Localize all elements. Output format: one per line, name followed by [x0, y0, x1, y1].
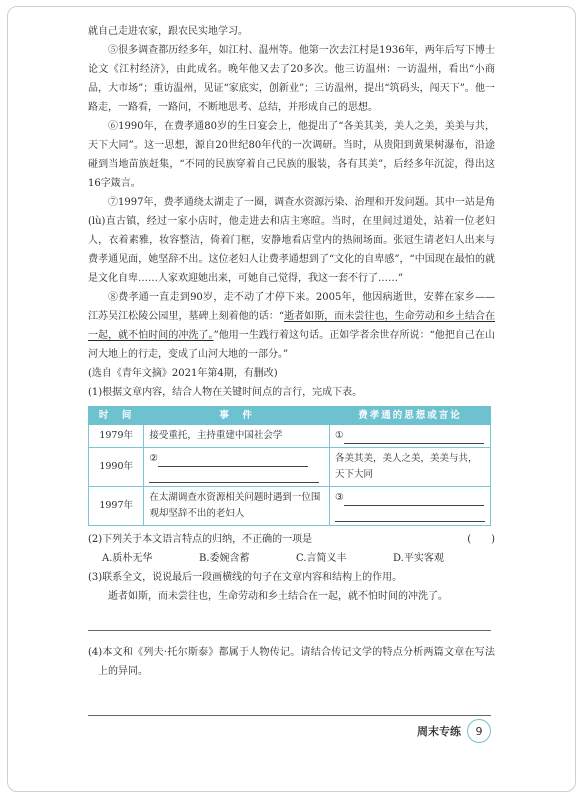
answer-parenthesis[interactable]: ( ) [467, 534, 495, 545]
table-row [89, 425, 491, 448]
footer-label: 周末专练 [417, 725, 461, 738]
worksheet-content [88, 22, 495, 716]
option-b[interactable]: B.委婉含蓄 [199, 553, 250, 564]
article-paragraph-6: ⑥1990年，在费孝通80岁的生日宴会上，他提出了“各美其美，美人之美，美美与共，天下大同”。这一思想，源自20世纪80年代的一次调研。当时，从贵阳到黄果树瀑布，沿途碰到当地苗族赶集，“不同的民族穿着自己民族的服装，各有其美”，后经多年沉淀，得出这16字箴言。 [88, 121, 495, 189]
header-time: 时 间 [89, 407, 144, 425]
cell-thought [330, 487, 491, 526]
answer-table [88, 406, 491, 526]
underlined-sentence: 逝者如斯，而未尝往也，生命劳动和乡土结合在一起，就不怕时间的冲洗了。 [88, 311, 495, 341]
answer-blank-3a[interactable] [344, 493, 484, 506]
question-2-prompt: (2)下列关于本文语言特点的归纳，不正确的一项是 [88, 534, 313, 545]
header-event: 事 件 [144, 407, 330, 425]
page-number: 9 [467, 719, 491, 743]
header-thought: 费孝通的思想或言论 [330, 407, 491, 425]
option-d[interactable]: D.平实客观 [393, 553, 444, 564]
question-2-line [88, 530, 495, 549]
answer-blank-2b[interactable] [149, 470, 319, 483]
cell-year: 1997年 [89, 487, 144, 526]
article-paragraph-8 [88, 288, 495, 364]
cell-year: 1990年 [89, 448, 144, 487]
question-3-prompt: (3)联系全文，说说最后一段画横线的句子在文章内容和结构上的作用。 [88, 572, 403, 583]
blank-marker-3: ③ [335, 492, 344, 503]
option-a[interactable]: A.质朴无华 [102, 553, 153, 564]
p8-text-after: ”他用一生践行着这句话。正如学者余世存所说：“他把自己在山河大地上的行走，变成了山河大地的一部分。” [88, 330, 495, 360]
blank-marker-1: ① [335, 430, 344, 441]
answer-blank-3b[interactable] [335, 509, 485, 522]
cell-event: 接受重托，主持重建中国社会学 [144, 425, 330, 448]
article-paragraph-7: ⑦1997年，费孝通绕太湖走了一圈，调查水资源污染、治理和开发问题。其中一站是角(lù)直古镇，经过一家小店时，他走进去和店主寒暄。当时，在里间过道处，站着一位老妇人，衣着素雅，妆容整洁，倚着门框，安静地看店堂内的热闹场面。张冠生请老妇人出来与费孝通见面，她坚辞不出。这位老妇人让费孝通想到了“文化的自卑感”，“中国现在最怕的就是文化自卑……人家欢迎她出来，可她自己觉得，我这一套不行了……” [88, 197, 495, 284]
table-row [89, 487, 491, 526]
question-4-prompt [88, 643, 495, 681]
p8-text-before: ⑧费孝通一直走到90岁，走不动了才停下来。2005年，他因病逝世，安葬在家乡——江苏吴江松陵公园里，墓碑上刻着他的话：“ [88, 292, 495, 322]
article-source: (选自《青年文摘》2021年第4期，有删改) [88, 368, 278, 379]
cell-event: 在太湖调查水资源相关问题时遇到一位围观却坚辞不出的老妇人 [144, 487, 330, 526]
question-4-text: (4)本文和《列夫·托尔斯泰》都属于人物传记。请结合传记文学的特点分析两篇文章在写法上的异同。 [88, 647, 495, 677]
article-paragraph-5: ⑤很多调查都历经多年，如江村、温州等。他第一次去江村是1936年，两年后写下博士论文《江村经济》，由此成名。晚年他又去了20多次。他三访温州：一访温州，看出“小商品，大市场”；重访温州，见证“家底实，创新业”；三访温州，提出“筑码头，闯天下”。他一路走，一路看，一路问，不断地思考、总结，并形成自己的思想。 [88, 45, 495, 113]
cell-thought [330, 425, 491, 448]
question-1-prompt: (1)根据文章内容，结合人物在关键时间点的言行，完成下表。 [88, 387, 363, 398]
question-3-quote: 逝者如斯，而未尝往也，生命劳动和乡土结合在一起，就不怕时间的冲洗了。 [108, 591, 448, 602]
answer-line-q3[interactable] [88, 616, 491, 631]
answer-blank-1[interactable] [344, 431, 484, 444]
cell-thought: 各美其美，美人之美，美美与共，天下大同 [330, 448, 491, 487]
answer-line-q4[interactable] [88, 701, 491, 716]
cell-event [144, 448, 330, 487]
table-row [89, 448, 491, 487]
option-c[interactable]: C.言简义丰 [296, 553, 347, 564]
page-footer [417, 719, 491, 743]
cell-year: 1979年 [89, 425, 144, 448]
article-paragraph-intro: 就自己走进农家，跟农民实地学习。 [88, 26, 248, 37]
table-header-row [89, 407, 491, 425]
blank-marker-2: ② [149, 453, 158, 464]
question-2-options [88, 549, 495, 568]
answer-blank-2a[interactable] [158, 454, 308, 467]
